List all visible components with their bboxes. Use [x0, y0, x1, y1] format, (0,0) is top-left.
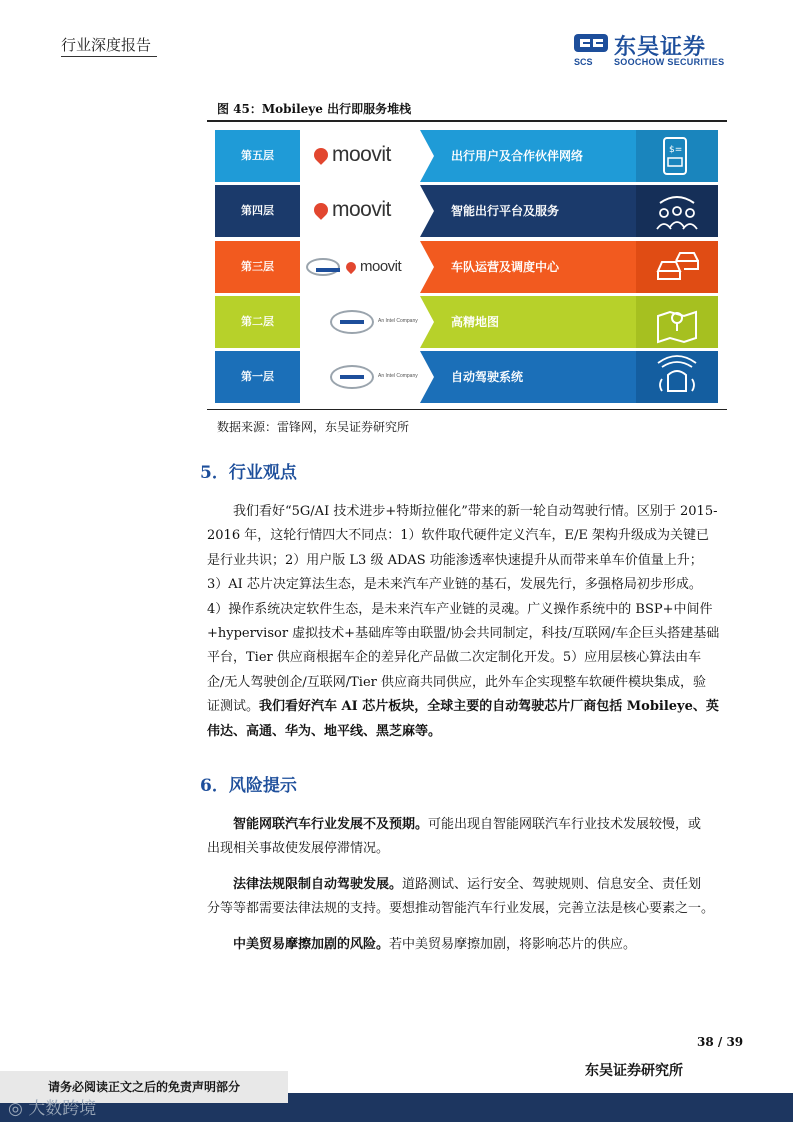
risk-title: 法律法规限制自动驾驶发展。 [233, 877, 403, 892]
mobile-payment-icon [636, 130, 718, 182]
header-underline [61, 56, 157, 57]
stack-layer-4 [215, 185, 718, 237]
rideshare-users-icon [636, 185, 718, 237]
layer-logo-box [300, 351, 420, 403]
mobileye-caption: An Intel Company [378, 318, 418, 324]
stack-layer-2 [215, 296, 718, 348]
layer-desc: 高精地图 [451, 315, 500, 329]
page-number: 38 / 39 [697, 1035, 744, 1049]
section-heading-industry-view: 5．行业观点 [200, 463, 297, 483]
layer-logo-box [300, 130, 420, 182]
mobileye-logo [306, 258, 340, 276]
fleet-cars-icon [636, 241, 718, 293]
figure-title: 图 45：Mobileye 出行即服务堆栈 [217, 102, 412, 116]
svg-text:$=: $= [669, 145, 683, 155]
layer-arrow [420, 130, 434, 182]
key-view-bold: 我们看好汽车 AI 芯片板块，全球主要的自动驾驶芯片厂商包括 Mobileye、英 [259, 699, 719, 715]
mobileye-caption: An Intel Company [378, 373, 418, 379]
para-line [207, 720, 735, 744]
para-line: 证测试。我们看好汽车 AI 芯片板块，全球主要的自动驾驶芯片厂商包括 Mobileye、英 [207, 699, 719, 715]
mobileye-logo [330, 365, 374, 389]
risk-item: 智能网联汽车行业发展不及预期。可能出现自智能网联汽车行业技术发展较慢，或 出现相关事故使发展停滞情况。 [207, 813, 735, 862]
layer-name: 第三层 [215, 241, 300, 293]
risk-item: 法律法规限制自动驾驶发展。道路测试、运行安全、驾驶规则、信息安全、责任划 分等等都需要法律法规的支持。要想推动智能汽车行业发展，完善立法是核心要素之一。 [207, 873, 735, 922]
mobileye-logo [330, 310, 374, 334]
layer-logo-box [300, 296, 420, 348]
industry-view-paragraph [207, 500, 735, 744]
section-heading-risks: 6．风险提示 [200, 776, 297, 796]
layer-arrow [420, 351, 434, 403]
para-line: 出现相关事故使发展停滞情况。 [207, 841, 390, 857]
layer-desc: 智能出行平台及服务 [451, 204, 560, 218]
para-line: +hypervisor 虚拟技术+基础库等由联盟/协会共同制定，科技/互联网/车企巨头搭建基础 [207, 626, 720, 642]
watermark: ◎ 大数跨境 [8, 1099, 97, 1119]
logo-name-cn: 东吴证券 [614, 35, 707, 60]
figure-top-rule [207, 120, 727, 122]
autonomous-car-icon [636, 351, 718, 403]
footer-org-name: 东吴证券研究所 [585, 1063, 683, 1079]
layer-name: 第四层 [215, 185, 300, 237]
disclaimer-note: 请务必阅读正文之后的免责声明部分 [0, 1071, 288, 1103]
moovit-logo: moovit [346, 258, 401, 275]
logo-emblem-icon [572, 30, 610, 56]
maas-stack-diagram [215, 130, 718, 403]
layer-desc: 出行用户及合作伙伴网络 [451, 149, 584, 163]
risk-item: 中美贸易摩擦加剧的风险。若中美贸易摩擦加剧，将影响芯片的供应。 [233, 937, 637, 952]
para-line: 我们看好“5G/AI 技术进步+特斯拉催化”带来的新一轮自动驾驶行情。区别于 2015- [233, 504, 718, 519]
layer-arrow [420, 241, 434, 293]
risk-title: 中美贸易摩擦加剧的风险。 [233, 937, 390, 952]
para-line: 4）操作系统决定软件生态，是未来汽车产业链的灵魂。广义操作系统中的 BSP+中间件 [207, 601, 713, 617]
layer-logo-box [300, 241, 420, 293]
figure-source: 数据来源：雷锋网，东吴证券研究所 [217, 420, 410, 434]
layer-name: 第一层 [215, 351, 300, 403]
risk-title: 智能网联汽车行业发展不及预期。 [233, 817, 429, 832]
moovit-pin-icon [344, 260, 358, 274]
layer-logo-box [300, 185, 420, 237]
layer-arrow [420, 296, 434, 348]
layer-desc: 车队运营及调度中心 [451, 260, 560, 274]
moovit-pin-icon [311, 200, 331, 220]
layer-name: 第五层 [215, 130, 300, 182]
stack-layer-5 [215, 130, 718, 182]
para-line: 企/无人驾驶创企/互联网/Tier 供应商共同供应，此外车企实现整车软硬件模块集成，验 [207, 674, 707, 690]
moovit-logo: moovit [314, 198, 391, 222]
stack-layer-1 [215, 351, 718, 403]
logo-name-en: SOOCHOW SECURITIES [614, 57, 725, 67]
company-logo [570, 30, 740, 72]
figure-bottom-rule [207, 409, 727, 410]
watermark-logo-icon: ◎ [8, 1099, 29, 1119]
para-line: 3）AI 芯片决定算法生态，是未来汽车产业链的基石，发展先行，多强格局初步形成。 [207, 577, 702, 593]
para-line: 分等等都需要法律法规的支持。要想推动智能汽车行业发展，完善立法是核心要素之一。 [207, 901, 715, 917]
report-type-label: 行业深度报告 [61, 36, 152, 54]
para-line: 平台，Tier 供应商根据车企的差异化产品做二次定制化开发。5）应用层核心算法由车 [207, 650, 702, 666]
para-line: 是行业共识；2）用户版 L3 级 ADAS 功能渗透率快速提升从而带来单车价值量上升； [207, 552, 703, 568]
moovit-pin-icon [311, 145, 331, 165]
layer-desc: 自动驾驶系统 [451, 370, 524, 384]
para-line: 2016 年，这轮行情四大不同点：1）软件取代硬件定义汽车，E/E 架构升级成为关键已 [207, 528, 709, 544]
layer-arrow [420, 185, 434, 237]
key-view-bold: 伟达、高通、华为、地平线、黑芝麻等。 [207, 723, 442, 739]
stack-layer-3 [215, 241, 718, 293]
map-pin-icon [636, 296, 718, 348]
logo-mark: SCS [574, 57, 593, 67]
layer-name: 第二层 [215, 296, 300, 348]
moovit-logo: moovit [314, 143, 391, 167]
